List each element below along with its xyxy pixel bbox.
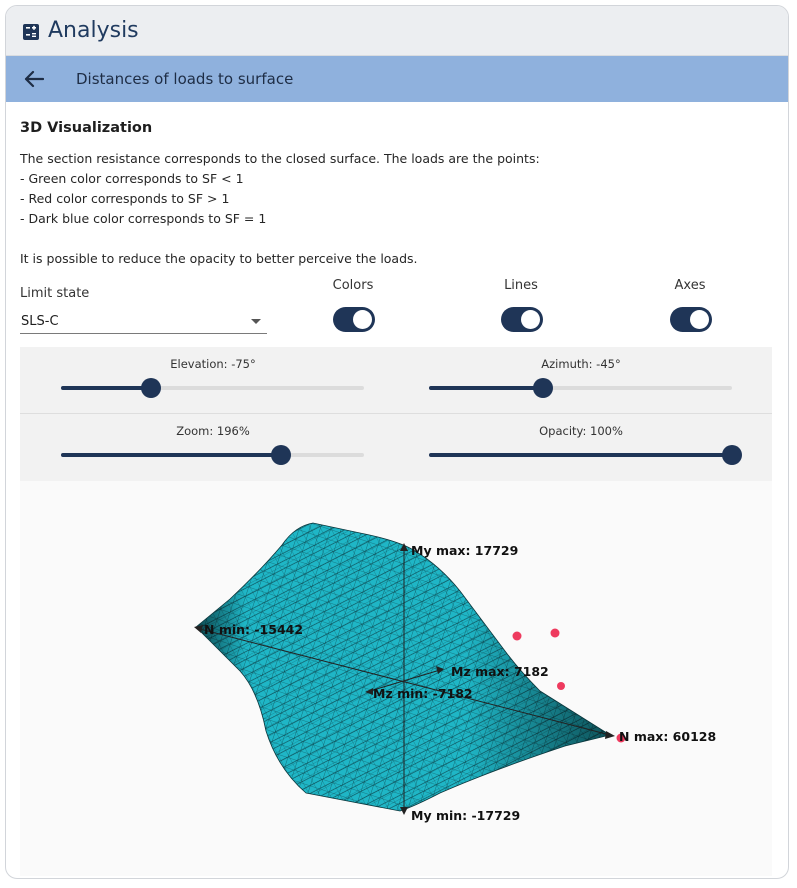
opacity-note: It is possible to reduce the opacity to better perceive the loads.: [20, 251, 418, 266]
back-arrow-icon[interactable]: [24, 70, 44, 88]
my-min-label: My min: -17729: [411, 808, 521, 823]
description-line: The section resistance corresponds to the closed surface. The loads are the points:: [20, 151, 540, 166]
opacity-slider-thumb[interactable]: [722, 445, 742, 465]
zoom-slider-fill: [61, 453, 281, 457]
opacity-label: Opacity: 100%: [539, 424, 623, 438]
load-point[interactable]: [551, 629, 560, 638]
my-max-label: My max: 17729: [411, 543, 519, 558]
view-controls-panel: [20, 347, 772, 481]
axes-toggle-label: Axes: [674, 278, 706, 293]
description-line: - Red color corresponds to SF > 1: [20, 191, 230, 206]
calculator-icon: [23, 24, 39, 40]
elevation-slider-fill: [61, 386, 151, 390]
zoom-slider-thumb[interactable]: [271, 445, 291, 465]
axis-arrow: [605, 731, 615, 739]
app-window: [5, 5, 789, 879]
opacity-slider[interactable]: [429, 453, 732, 457]
elevation-slider-thumb[interactable]: [141, 378, 161, 398]
azimuth-slider[interactable]: [429, 386, 732, 390]
axes-toggle[interactable]: [670, 307, 712, 332]
slider-divider: [20, 413, 772, 414]
limit-state-select[interactable]: [20, 310, 267, 334]
azimuth-slider-fill: [429, 386, 543, 390]
elevation-label: Elevation: -75°: [170, 357, 256, 371]
lines-toggle-label: Lines: [504, 278, 538, 293]
load-point[interactable]: [557, 682, 565, 690]
toggle-knob: [521, 310, 540, 329]
elevation-slider[interactable]: [61, 386, 364, 390]
colors-toggle-label: Colors: [332, 278, 374, 293]
toggle-knob: [690, 310, 709, 329]
mz-min-label: Mz min: -7182: [373, 686, 473, 701]
subheader-title: Distances of loads to surface: [76, 70, 294, 88]
opacity-slider-fill: [429, 453, 732, 457]
limit-state-label: Limit state: [20, 286, 90, 301]
limit-state-value: SLS-C: [21, 314, 59, 329]
n-min-label: N min: -15442: [204, 622, 304, 637]
zoom-label: Zoom: 196%: [176, 424, 250, 438]
caret-down-icon: [251, 319, 261, 324]
surface-plot[interactable]: [20, 481, 772, 876]
description-line: - Green color corresponds to SF < 1: [20, 171, 244, 186]
zoom-slider[interactable]: [61, 453, 364, 457]
lines-toggle[interactable]: [501, 307, 543, 332]
n-max-label: N max: 60128: [619, 729, 717, 744]
azimuth-label: Azimuth: -45°: [541, 357, 621, 371]
3d-visualization[interactable]: [20, 481, 772, 876]
section-title: 3D Visualization: [20, 120, 153, 136]
azimuth-slider-thumb[interactable]: [533, 378, 553, 398]
load-point[interactable]: [513, 632, 522, 641]
mz-max-label: Mz max: 7182: [451, 664, 549, 679]
description-line: - Dark blue color corresponds to SF = 1: [20, 211, 267, 226]
colors-toggle[interactable]: [333, 307, 375, 332]
app-title: Analysis: [48, 18, 139, 43]
toggle-knob: [353, 310, 372, 329]
sub-header: [6, 56, 788, 102]
app-header: [6, 6, 788, 56]
